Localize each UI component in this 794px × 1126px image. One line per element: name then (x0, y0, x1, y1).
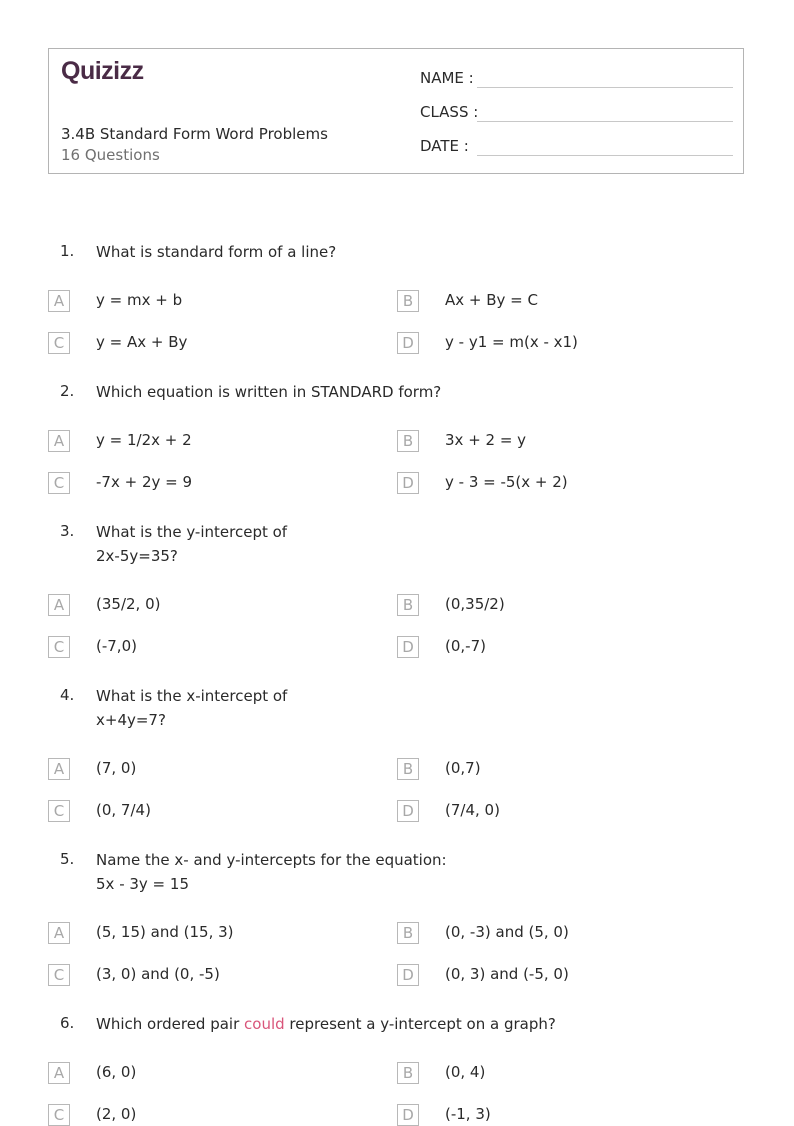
option-text-a: (35/2, 0) (96, 595, 161, 613)
option-box-c[interactable]: C (48, 332, 70, 354)
question-line: What is the y-intercept of (96, 523, 288, 541)
question-text (96, 240, 716, 264)
question-count: 16 Questions (61, 146, 160, 164)
worksheet-title: 3.4B Standard Form Word Problems (61, 125, 328, 143)
option-text-a: y = 1/2x + 2 (96, 431, 192, 449)
question-line: Which equation is written in STANDARD form? (96, 383, 442, 401)
question-number: 6. (60, 1014, 75, 1032)
question-text (96, 848, 716, 896)
option-box-d[interactable]: D (397, 1104, 419, 1126)
option-text-b: (0,35/2) (445, 595, 505, 613)
option-box-a[interactable]: A (48, 594, 70, 616)
option-box-a[interactable]: A (48, 1062, 70, 1084)
option-box-c[interactable]: C (48, 964, 70, 986)
name-line[interactable] (477, 87, 733, 88)
option-box-b[interactable]: B (397, 290, 419, 312)
question-number: 4. (60, 686, 75, 704)
option-text-b: Ax + By = C (445, 291, 538, 309)
question-number: 1. (60, 242, 75, 260)
date-label: DATE : (420, 137, 469, 155)
question-text (96, 520, 716, 568)
option-box-c[interactable]: C (48, 472, 70, 494)
option-text-b: (0, 4) (445, 1063, 486, 1081)
option-box-d[interactable]: D (397, 800, 419, 822)
option-text-a: (5, 15) and (15, 3) (96, 923, 234, 941)
question-line: x+4y=7? (96, 711, 166, 729)
question-text-before: Which ordered pair (96, 1015, 245, 1033)
option-text-b: (0,7) (445, 759, 481, 777)
option-box-b[interactable]: B (397, 430, 419, 452)
option-text-d: y - 3 = -5(x + 2) (445, 473, 568, 491)
option-box-b[interactable]: B (397, 594, 419, 616)
option-text-a: (7, 0) (96, 759, 137, 777)
option-box-a[interactable]: A (48, 758, 70, 780)
highlighted-word: could (244, 1015, 285, 1033)
option-text-c: (-7,0) (96, 637, 137, 655)
option-box-b[interactable]: B (397, 758, 419, 780)
option-text-d: y - y1 = m(x - x1) (445, 333, 578, 351)
option-text-c: y = Ax + By (96, 333, 188, 351)
option-text-a: y = mx + b (96, 291, 183, 309)
option-text-d: (-1, 3) (445, 1105, 491, 1123)
question-text (96, 684, 716, 732)
option-box-b[interactable]: B (397, 922, 419, 944)
quizizz-logo: Quizizz (61, 57, 144, 85)
option-text-c: (3, 0) and (0, -5) (96, 965, 220, 983)
option-box-a[interactable]: A (48, 922, 70, 944)
option-text-b: (0, -3) and (5, 0) (445, 923, 569, 941)
option-box-d[interactable]: D (397, 332, 419, 354)
question-number: 2. (60, 382, 75, 400)
option-text-d: (0,-7) (445, 637, 486, 655)
question-line (96, 1012, 716, 1036)
option-text-d: (7/4, 0) (445, 801, 500, 819)
option-text-c: (2, 0) (96, 1105, 137, 1123)
question-line: Name the x- and y-intercepts for the equation: (96, 851, 447, 869)
option-box-d[interactable]: D (397, 964, 419, 986)
option-box-d[interactable]: D (397, 472, 419, 494)
option-box-b[interactable]: B (397, 1062, 419, 1084)
name-label: NAME : (420, 69, 474, 87)
date-line[interactable] (477, 155, 733, 156)
question-number: 3. (60, 522, 75, 540)
class-field[interactable] (420, 101, 733, 125)
option-box-a[interactable]: A (48, 430, 70, 452)
question-text (96, 1012, 716, 1036)
question-text (96, 380, 716, 404)
class-label: CLASS : (420, 103, 479, 121)
question-line: 5x - 3y = 15 (96, 875, 189, 893)
worksheet-header (48, 48, 744, 174)
option-text-d: (0, 3) and (-5, 0) (445, 965, 569, 983)
option-box-a[interactable]: A (48, 290, 70, 312)
option-box-c[interactable]: C (48, 800, 70, 822)
option-box-c[interactable]: C (48, 1104, 70, 1126)
question-number: 5. (60, 850, 75, 868)
option-text-a: (6, 0) (96, 1063, 137, 1081)
question-line: What is standard form of a line? (96, 243, 337, 261)
class-line[interactable] (477, 121, 733, 122)
option-text-c: (0, 7/4) (96, 801, 151, 819)
question-line: 2x-5y=35? (96, 547, 178, 565)
option-text-c: -7x + 2y = 9 (96, 473, 193, 491)
date-field[interactable] (420, 135, 733, 159)
option-text-b: 3x + 2 = y (445, 431, 527, 449)
option-box-d[interactable]: D (397, 636, 419, 658)
option-box-c[interactable]: C (48, 636, 70, 658)
question-line: What is the x-intercept of (96, 687, 288, 705)
question-text-after: represent a y-intercept on a graph? (284, 1015, 556, 1033)
name-field[interactable] (420, 67, 733, 91)
